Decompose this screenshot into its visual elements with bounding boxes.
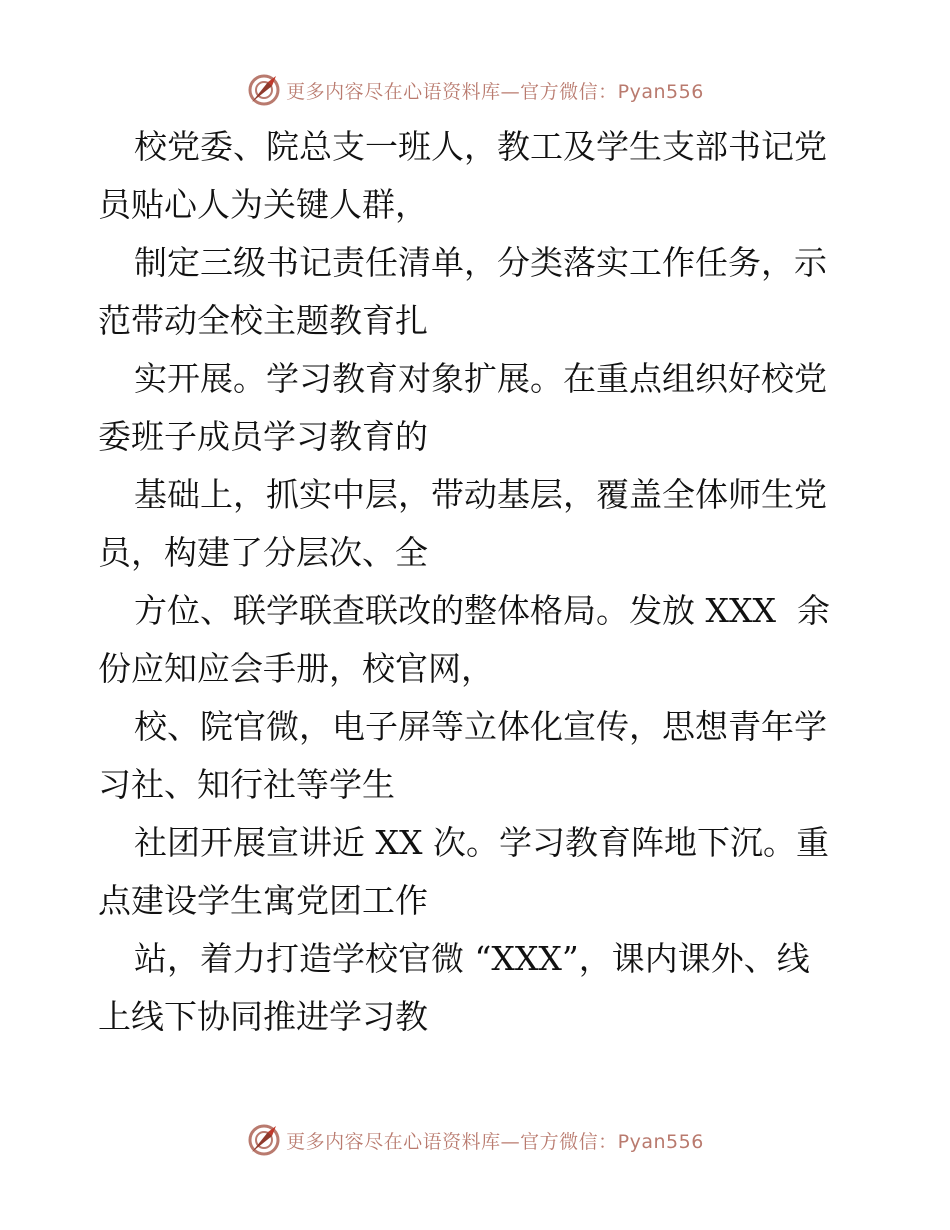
paragraph-line: 站，着力打造学校官微 “XXX”，课内课外、线	[134, 939, 810, 978]
paragraph-line: 上线下协同推进学习教	[98, 997, 428, 1036]
paragraph-line: 员贴心人为关键人群，	[98, 185, 428, 224]
watermark-text: 更多内容尽在心语资料库—官方微信：Pyan556	[286, 1130, 704, 1153]
paragraph-line: 校党委、院总支一班人，教工及学生支部书记党	[134, 127, 827, 166]
footer-watermark	[0, 1120, 950, 1160]
paragraph-line: 委班子成员学习教育的	[98, 417, 428, 456]
paragraph-line: 实开展。学习教育对象扩展。在重点组织好校党	[134, 359, 827, 398]
header-watermark	[0, 70, 950, 110]
watermark-text: 更多内容尽在心语资料库—官方微信：Pyan556	[286, 80, 704, 103]
paragraph-line: 校、院官微，电子屏等立体化宣传，思想青年学	[134, 707, 827, 746]
paragraph-line: 份应知应会手册，校官网，	[98, 649, 494, 688]
paragraph-line: 范带动全校主题教育扎	[98, 301, 428, 340]
paragraph-line: 点建设学生寓党团工作	[98, 881, 428, 920]
paragraph-line: 社团开展宣讲近 XX 次。学习教育阵地下沉。重	[134, 823, 829, 862]
body-text	[98, 118, 858, 1046]
quill-pen-seal-icon	[246, 72, 282, 108]
paragraph-line: 基础上，抓实中层，带动基层，覆盖全体师生党	[134, 475, 827, 514]
paragraph-line: 习社、知行社等学生	[98, 765, 395, 804]
paragraph-line: 方位、联学联查联改的整体格局。发放 XXX 余	[134, 591, 830, 630]
quill-pen-seal-icon	[246, 1122, 282, 1158]
paragraph-line: 制定三级书记责任清单，分类落实工作任务，示	[134, 243, 827, 282]
paragraph-line: 员，构建了分层次、全	[98, 533, 428, 572]
